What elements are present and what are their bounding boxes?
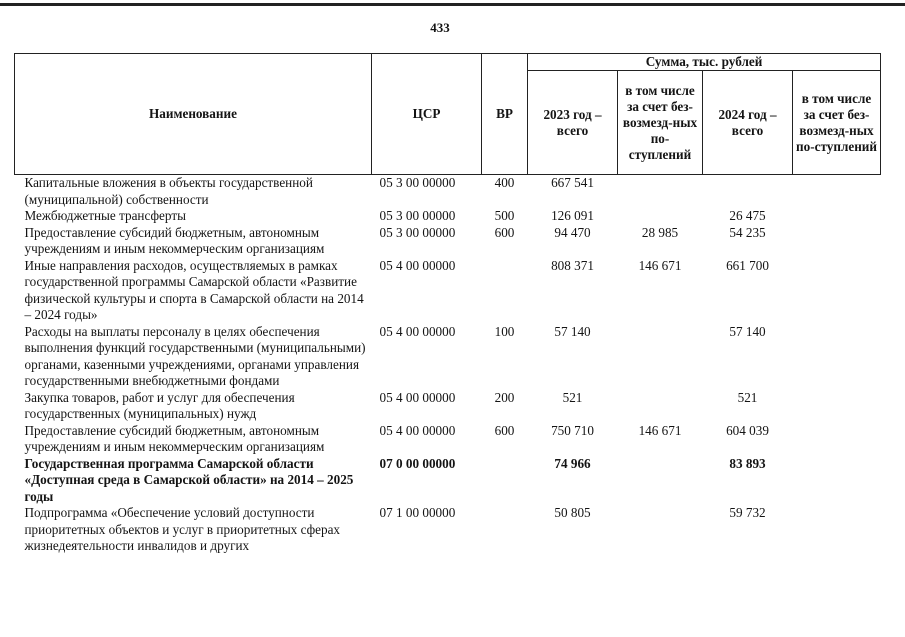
cell-name: Государственная программа Самарской области «Доступная среда в Самарской области» на 2014 – 2025 годы: [24, 455, 354, 504]
table-header: [15, 54, 881, 175]
page-number: 433: [430, 20, 450, 35]
table-body: [15, 175, 881, 555]
table-row: [15, 423, 881, 456]
cell-2023-free: [618, 175, 703, 209]
cell-2023-total: 94 470: [554, 224, 591, 240]
cell-2023-total: 126 091: [551, 208, 594, 223]
header-2023-total: 2023 год – всего: [528, 71, 618, 175]
header-csr: ЦСР: [372, 54, 482, 175]
cell-2024-total: 521: [737, 389, 758, 405]
cell-csr: 05 3 00 00000: [379, 175, 456, 190]
cell-vr: 600: [494, 422, 515, 438]
table-row: [15, 505, 881, 555]
cell-2024-free: [793, 324, 881, 390]
cell-2024-free: [793, 456, 881, 506]
cell-2023-total: 521: [562, 389, 583, 405]
cell-csr: 05 4 00 00000: [379, 257, 456, 273]
cell-csr: 05 4 00 00000: [379, 389, 456, 405]
table-row: [15, 324, 881, 390]
header-vr: ВР: [482, 54, 528, 175]
cell-2024-free: [793, 390, 881, 423]
cell-2023-total: 50 805: [554, 505, 591, 520]
cell-name: Межбюджетные трансферты: [24, 208, 186, 223]
cell-2024-total: 83 893: [729, 455, 766, 471]
cell-2023-free: [618, 456, 703, 506]
cell-2023-total: 750 710: [551, 422, 594, 438]
cell-name: Предоставление субсидий бюджетным, автономным учреждениям и иным некоммерческим организациям: [24, 422, 325, 454]
cell-csr: 05 4 00 00000: [379, 323, 456, 339]
cell-csr: 05 3 00 00000: [379, 208, 456, 223]
cell-vr: 100: [494, 323, 515, 339]
cell-2024-free: [793, 505, 881, 555]
cell-vr: [482, 505, 528, 555]
table-row: [15, 258, 881, 324]
cell-csr: 05 3 00 00000: [379, 224, 456, 240]
cell-2023-total: 667 541: [551, 175, 594, 190]
budget-table: [14, 53, 881, 555]
cell-2023-free: 146 671: [638, 257, 682, 273]
table-row: [15, 456, 881, 506]
table-row: [15, 175, 881, 209]
cell-name: Капитальные вложения в объекты государственной (муниципальной) собственности: [24, 175, 313, 207]
header-2024-free: в том числе за счет без-возмезд-ных по-ступлений: [793, 71, 881, 175]
cell-2023-free: [618, 324, 703, 390]
cell-2024-total: 57 140: [729, 323, 766, 339]
cell-name: Предоставление субсидий бюджетным, автономным учреждениям и иным некоммерческим организациям: [24, 224, 325, 256]
cell-name: Расходы на выплаты персоналу в целях обеспечения выполнения функций государственными (муниципальными) органами, казенными учреждениями, органами управления государственными внебюджетными фондами: [24, 323, 366, 388]
cell-vr: 200: [494, 389, 515, 405]
cell-vr: [482, 456, 528, 506]
cell-2024-free: [793, 258, 881, 324]
cell-2023-free: 146 671: [638, 422, 682, 438]
cell-2023-total: 808 371: [551, 257, 594, 273]
cell-vr: 500: [494, 208, 515, 223]
cell-2023-free: [618, 505, 703, 555]
header-name: Наименование: [15, 54, 372, 175]
cell-2023-free: [618, 390, 703, 423]
header-sum: Сумма, тыс. рублей: [528, 54, 881, 71]
table-row: [15, 208, 881, 225]
cell-2024-total: [703, 175, 793, 209]
cell-vr: 600: [494, 224, 515, 240]
cell-csr: 07 1 00 00000: [379, 505, 456, 520]
cell-csr: 05 4 00 00000: [379, 422, 456, 438]
cell-2024-free: [793, 423, 881, 456]
cell-2024-total: 54 235: [729, 224, 766, 240]
cell-2024-free: [793, 175, 881, 209]
cell-2023-free: 28 985: [641, 224, 679, 240]
cell-vr: [482, 258, 528, 324]
cell-2024-total: 661 700: [726, 257, 769, 273]
cell-2023-total: 74 966: [554, 455, 591, 471]
cell-name: Иные направления расходов, осуществляемых в рамках государственной программы Самарской области «Развитие физической культуры и спорта в Самарской области на 2014 – 2024 годы»: [24, 257, 364, 322]
top-rule: [0, 3, 905, 6]
cell-2023-total: 57 140: [554, 323, 591, 339]
table-row: [15, 390, 881, 423]
header-2023-free: в том числе за счет без-возмезд-ных по-ступлений: [618, 71, 703, 175]
cell-name: Закупка товаров, работ и услуг для обеспечения государственных (муниципальных) нужд: [24, 389, 295, 421]
cell-name: Подпрограмма «Обеспечение условий доступности приоритетных объектов и услуг в приоритетных сферах жизнедеятельности инвалидов и других: [24, 505, 341, 553]
cell-2023-free: [618, 208, 703, 225]
cell-vr: 400: [494, 175, 515, 190]
cell-2024-total: 26 475: [729, 208, 766, 223]
header-2024-total: 2024 год – всего: [703, 71, 793, 175]
cell-2024-free: [793, 208, 881, 225]
cell-2024-total: 604 039: [726, 422, 769, 438]
table-row: [15, 225, 881, 258]
cell-2024-free: [793, 225, 881, 258]
cell-csr: 07 0 00 00000: [379, 455, 456, 471]
cell-2024-total: 59 732: [729, 505, 766, 520]
